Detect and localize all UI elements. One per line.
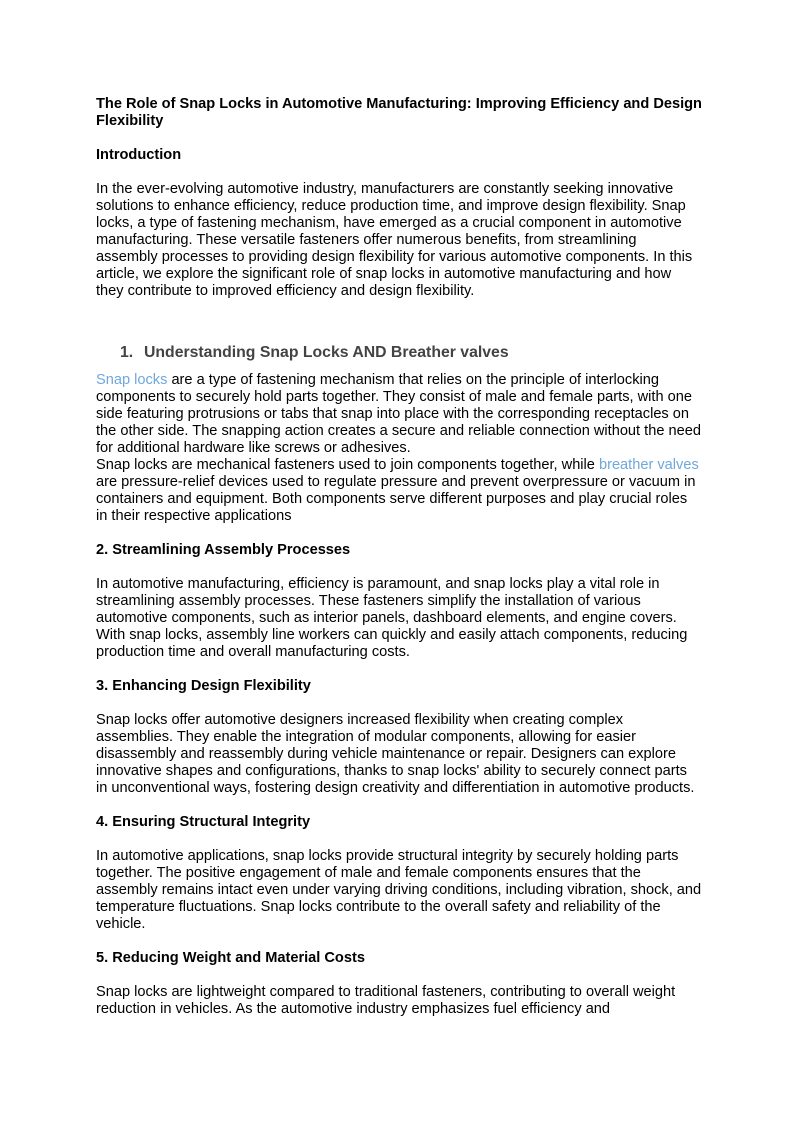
document-title: The Role of Snap Locks in Automotive Manufacturing: Improving Efficiency and Design Flexibility: [96, 96, 702, 129]
section-1-heading: [96, 343, 702, 363]
section-1-number: 1.: [120, 344, 134, 361]
document-page: [96, 96, 702, 1018]
section-3-heading: 3. Enhancing Design Flexibility: [96, 678, 311, 694]
intro-heading: Introduction: [96, 147, 182, 163]
section-5-heading: 5. Reducing Weight and Material Costs: [96, 950, 365, 966]
section-1-paragraph-1: [96, 372, 702, 457]
section-4-heading: 4. Ensuring Structural Integrity: [96, 814, 311, 830]
section-2-paragraph: In automotive manufacturing, efficiency is paramount, and snap locks play a vital role in streamlining assembly processes. These fasteners simplify the installation of various automotive components, such as interior panels, dashboard elements, and engine covers. With snap locks, assembly line workers can quickly and easily attach components, reducing production time and overall manufacturing costs.: [96, 576, 688, 660]
section-2-heading: 2. Streamlining Assembly Processes: [96, 542, 351, 558]
section-4-paragraph: In automotive applications, snap locks provide structural integrity by securely holding parts together. The positive engagement of male and female components ensures that the assembly remains intact even under varying driving conditions, including vibration, shock, and temperature fluctuations. Snap locks contribute to the overall safety and reliability of the vehicle.: [96, 848, 702, 932]
snap-locks-link[interactable]: Snap locks: [96, 372, 168, 388]
section-1-paragraph-2-start: Snap locks are mechanical fasteners used to join components together, while: [96, 457, 599, 473]
section-1-paragraph-2: [96, 457, 702, 525]
breather-valves-link[interactable]: breather valves: [598, 457, 699, 473]
intro-paragraph: In the ever-evolving automotive industry, manufacturers are constantly seeking innovative solutions to enhance efficiency, reduce production time, and improve design flexibility. Snap locks, a type of fastening mechanism, have emerged as a crucial component in automotive manufacturing. These versatile fasteners offer numerous benefits, from streamlining assembly processes to providing design flexibility for various automotive components. In this article, we explore the significant role of snap locks in automotive manufacturing and how they contribute to improved efficiency and design flexibility.: [96, 181, 693, 299]
section-1-title: Understanding Snap Locks AND Breather valves: [144, 344, 509, 361]
section-3-paragraph: Snap locks offer automotive designers increased flexibility when creating complex assemblies. They enable the integration of modular components, allowing for easier disassembly and reassembly during vehicle maintenance or repair. Designers can explore innovative shapes and configurations, thanks to snap locks' ability to securely connect parts in unconventional ways, fostering design creativity and differentiation in automotive products.: [96, 712, 695, 796]
section-5-paragraph: Snap locks are lightweight compared to traditional fasteners, contributing to overall weight reduction in vehicles. As the automotive industry emphasizes fuel efficiency and: [96, 984, 676, 1017]
section-1-paragraph-1-text: are a type of fastening mechanism that relies on the principle of interlocking components to securely hold parts together. They consist of male and female parts, with one side featuring protrusions or tabs that snap into place with the corresponding receptacles on the other side. The snapping action creates a secure and reliable connection without the need for additional hardware like screws or adhesives.: [96, 372, 701, 456]
section-1-paragraph-2-text: are pressure-relief devices used to regulate pressure and prevent overpressure or vacuum in containers and equipment. Both components serve different purposes and play crucial roles in their respective applications: [96, 474, 696, 524]
